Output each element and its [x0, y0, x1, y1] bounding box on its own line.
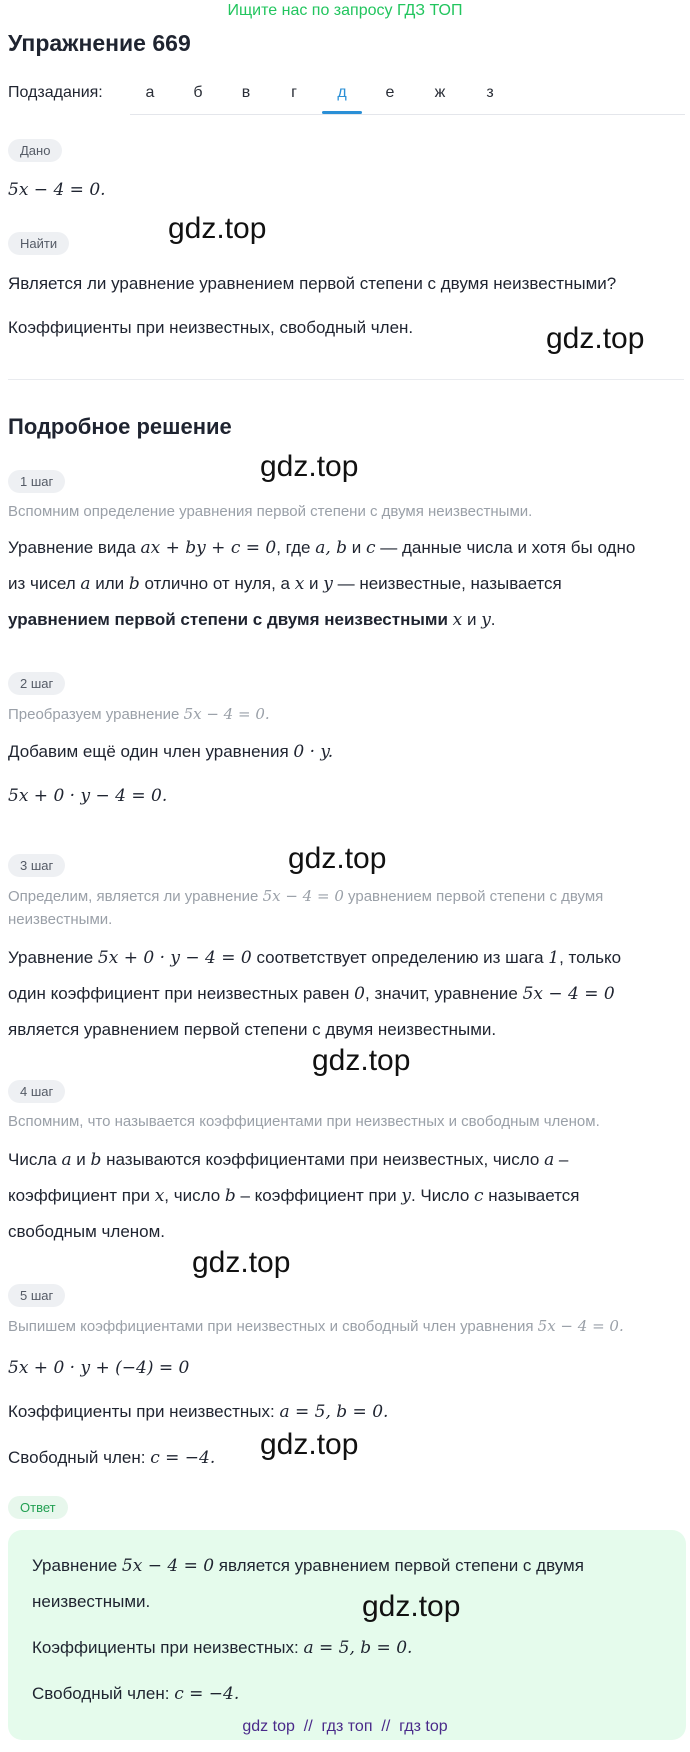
watermark: gdz.top: [260, 450, 359, 483]
step2-hint: Преобразуем уравнение 5x − 4 = 0.: [8, 705, 270, 723]
step1-line3: уравнением первой степени с двумя неизвестными x и y.: [8, 610, 496, 630]
subtasks-label: Подзадания:: [8, 84, 103, 101]
step3-line2: один коэффициент при неизвестных равен 0, значит, уравнение 5x − 4 = 0: [8, 984, 615, 1004]
watermark: gdz.top: [288, 842, 387, 875]
step1-hint: Вспомним определение уравнения первой степени с двумя неизвестными.: [8, 503, 533, 520]
step4-line3: свободным членом.: [8, 1222, 166, 1241]
answer-chip: Ответ: [8, 1496, 68, 1519]
watermark: gdz.top: [168, 212, 267, 245]
step3-line3: является уравнением первой степени с двумя неизвестными.: [8, 1020, 497, 1039]
tab-b[interactable]: б: [193, 84, 203, 101]
watermark: gdz.top: [546, 322, 645, 355]
step2-chip: 2 шаг: [8, 672, 65, 695]
step5-free-term: Свободный член: c = −4.: [8, 1448, 216, 1468]
tab-d[interactable]: д: [337, 84, 347, 101]
step2-equation: 5x + 0 · y − 4 = 0.: [8, 786, 168, 806]
watermark: gdz.top: [260, 1428, 359, 1461]
step1-chip: 1 шаг: [8, 470, 65, 493]
step1-line2: из чисел a или b отлично от нуля, а x и y — неизвестные, называется: [8, 574, 562, 594]
step3-hint: Определим, является ли уравнение 5x − 4 = 0 уравнением первой степени с двумя: [8, 887, 604, 905]
tab-zh[interactable]: ж: [434, 84, 446, 101]
watermark: gdz.top: [312, 1044, 411, 1077]
step4-line1: Числа a и b называются коэффициентами при неизвестных, число a –: [8, 1150, 569, 1170]
find-question-2: Коэффициенты при неизвестных, свободный член.: [8, 318, 414, 337]
divider: [8, 379, 684, 380]
step5-equation: 5x + 0 · y + (−4) = 0: [8, 1358, 190, 1378]
step2-line1: Добавим ещё один член уравнения 0 · y.: [8, 742, 334, 762]
page-title: Упражнение 669: [8, 30, 191, 56]
step5-hint: Выпишем коэффициентами при неизвестных и свободный член уравнения 5x − 4 = 0.: [8, 1317, 624, 1335]
active-tab-indicator: [322, 111, 362, 114]
top-banner[interactable]: Ищите нас по запросу ГДЗ ТОП: [227, 2, 463, 19]
given-equation: 5x − 4 = 0.: [8, 180, 106, 200]
watermark: gdz.top: [362, 1590, 461, 1623]
step4-line2: коэффициент при x, число b – коэффициент при y. Число c называется: [8, 1186, 580, 1206]
answer-line2: неизвестными.: [32, 1592, 151, 1611]
step4-hint: Вспомним, что называется коэффициентами при неизвестных и свободным членом.: [8, 1113, 600, 1130]
step5-coefficients: Коэффициенты при неизвестных: a = 5, b = 0.: [8, 1402, 389, 1422]
tab-a[interactable]: а: [145, 84, 155, 101]
subtask-tabs: [130, 80, 685, 115]
step3-chip: 3 шаг: [8, 854, 65, 877]
tab-z[interactable]: з: [486, 84, 494, 101]
find-chip: Найти: [8, 232, 69, 255]
find-question-1: Является ли уравнение уравнением первой степени с двумя неизвестными?: [8, 274, 617, 293]
solution-title: Подробное решение: [8, 414, 232, 439]
tab-g[interactable]: г: [291, 84, 297, 101]
answer-free-term: Свободный член: c = −4.: [32, 1684, 240, 1704]
step4-chip: 4 шаг: [8, 1080, 65, 1103]
tab-v[interactable]: в: [241, 84, 251, 101]
given-chip: Дано: [8, 139, 62, 162]
step3-line1: Уравнение 5x + 0 · y − 4 = 0 соответствует определению из шага 1, только: [8, 948, 622, 968]
watermark: gdz.top: [192, 1246, 291, 1279]
footer-links[interactable]: gdz top // гдз топ // гдз top: [242, 1718, 448, 1735]
step5-chip: 5 шаг: [8, 1284, 65, 1307]
answer-line1: Уравнение 5x − 4 = 0 является уравнением первой степени с двумя: [32, 1556, 584, 1576]
answer-coefficients: Коэффициенты при неизвестных: a = 5, b = 0.: [32, 1638, 413, 1658]
step1-line1: Уравнение вида ax + by + c = 0, где a, b и c — данные числа и хотя бы одно: [8, 538, 636, 558]
tab-e[interactable]: е: [385, 84, 395, 101]
step3-hint-cont: неизвестными.: [8, 911, 113, 928]
